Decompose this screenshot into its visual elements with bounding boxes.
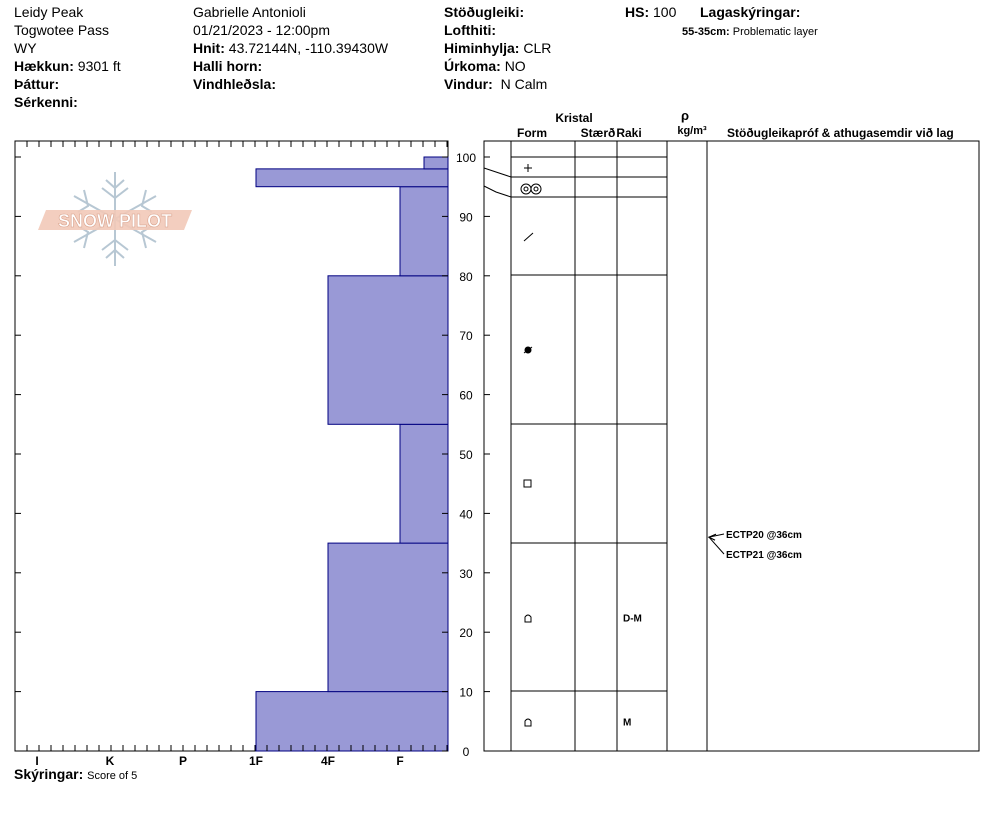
hardness-bar [256,692,448,751]
decomposed-icon [524,233,533,241]
moisture-labels [623,613,642,728]
snowpilot-logo [38,172,192,266]
depth-tick-label: 10 [459,685,473,700]
hardness-x-labels [35,754,403,768]
layer-connector [484,168,511,177]
test-pointer [709,537,724,554]
precip-particle-icon [524,164,532,172]
area-name: Togwotee Pass [14,22,109,38]
depth-tick-label: 30 [459,566,473,581]
wind-label: Vindur: [444,76,493,92]
aspect-label: Þáttur: [14,76,60,92]
hardness-bar [328,276,448,425]
stability-test-notes [709,530,802,561]
sky-value: CLR [523,40,552,56]
faceted-icon [524,480,531,487]
depth-tick-label: 80 [459,269,473,284]
hardness-bar [400,424,448,543]
test-label: ECTP20 @36cm [726,530,802,541]
ice-layer-icon [521,184,541,194]
air-temp-label: Lofthiti: [444,22,497,38]
wind-value: N Calm [500,76,548,92]
location-name: Leidy Peak [14,4,84,20]
hardness-tick-label: 1F [248,754,264,768]
stability-label: Stöðugleiki: [444,4,525,20]
observer-name: Gabrielle Antonioli [193,4,306,20]
density-unit-header: kg/m³ [677,125,707,137]
depth-tick-label: 40 [459,507,473,522]
hardness-tick-label: I [35,754,39,768]
layer-table-frame [484,141,979,751]
hardness-tick-label: F [396,754,404,768]
hardness-tick-label: K [105,754,115,768]
melt-freeze-icon [524,347,532,353]
size-header: Stærð [580,126,616,140]
state-name: WY [14,40,37,56]
faceted-rounded-icon [525,719,531,726]
layer-connector [484,186,511,197]
hardness-bar [400,187,448,276]
depth-tick-label: 60 [459,388,473,403]
form-header: Form [517,126,547,140]
faceted-rounded-icon [525,615,531,622]
hardness-bar [328,543,448,692]
moisture-header: Raki [616,126,642,140]
elevation-label: Hækkun: [14,58,74,74]
hardness-bar [424,157,448,169]
notes-value: Score of 5 [87,770,138,782]
elevation-value: 9301 ft [77,58,121,74]
depth-y-labels [456,151,476,759]
tests-header: Stöðugleikapróf & athugasemdir við lag [727,126,954,140]
observation-datetime: 01/21/2023 - 12:00pm [193,22,330,38]
hardness-top-ticks [15,141,447,147]
test-label: ECTP21 @36cm [726,550,802,561]
moisture-label: M [623,717,632,729]
legend-range: 55-35cm: [682,26,730,38]
sky-label: Himinhylja: [444,40,520,56]
depth-tick-label: 0 [462,745,470,759]
hardness-bars [256,157,448,751]
logo-text: SNOW PILOT [58,211,172,231]
slope-label: Halli horn: [193,58,263,74]
rho-header: ρ [680,108,690,123]
depth-tick-label: 50 [459,448,473,462]
coordinates-label: Hnit: [193,40,225,56]
legend-text: Problematic layer [732,26,818,38]
hardness-tick-label: 4F [320,754,336,768]
notes-label: Skýringar: [14,766,84,782]
kristal-header: Kristal [555,111,593,125]
depth-tick-label: 100 [455,151,477,165]
depth-tick-label: 20 [459,626,473,641]
moisture-label: D-M [623,613,642,625]
hs-value: 100 [653,4,677,20]
depth-tick-label: 90 [459,210,473,225]
hardness-bar [256,169,448,187]
precip-label: Úrkoma: [444,58,501,74]
features-label: Sérkenni: [14,94,78,110]
depth-tick-label: 70 [459,329,473,344]
coordinates-value: 43.72144N, -110.39430W [228,40,389,56]
legend-label: Lagaskýringar: [700,4,801,20]
hs-label: HS: [625,4,650,20]
hardness-tick-label: P [178,754,188,768]
test-arrow-icon [709,534,716,540]
wind-loading-label: Vindhleðsla: [193,76,276,92]
precip-value: NO [504,58,526,74]
